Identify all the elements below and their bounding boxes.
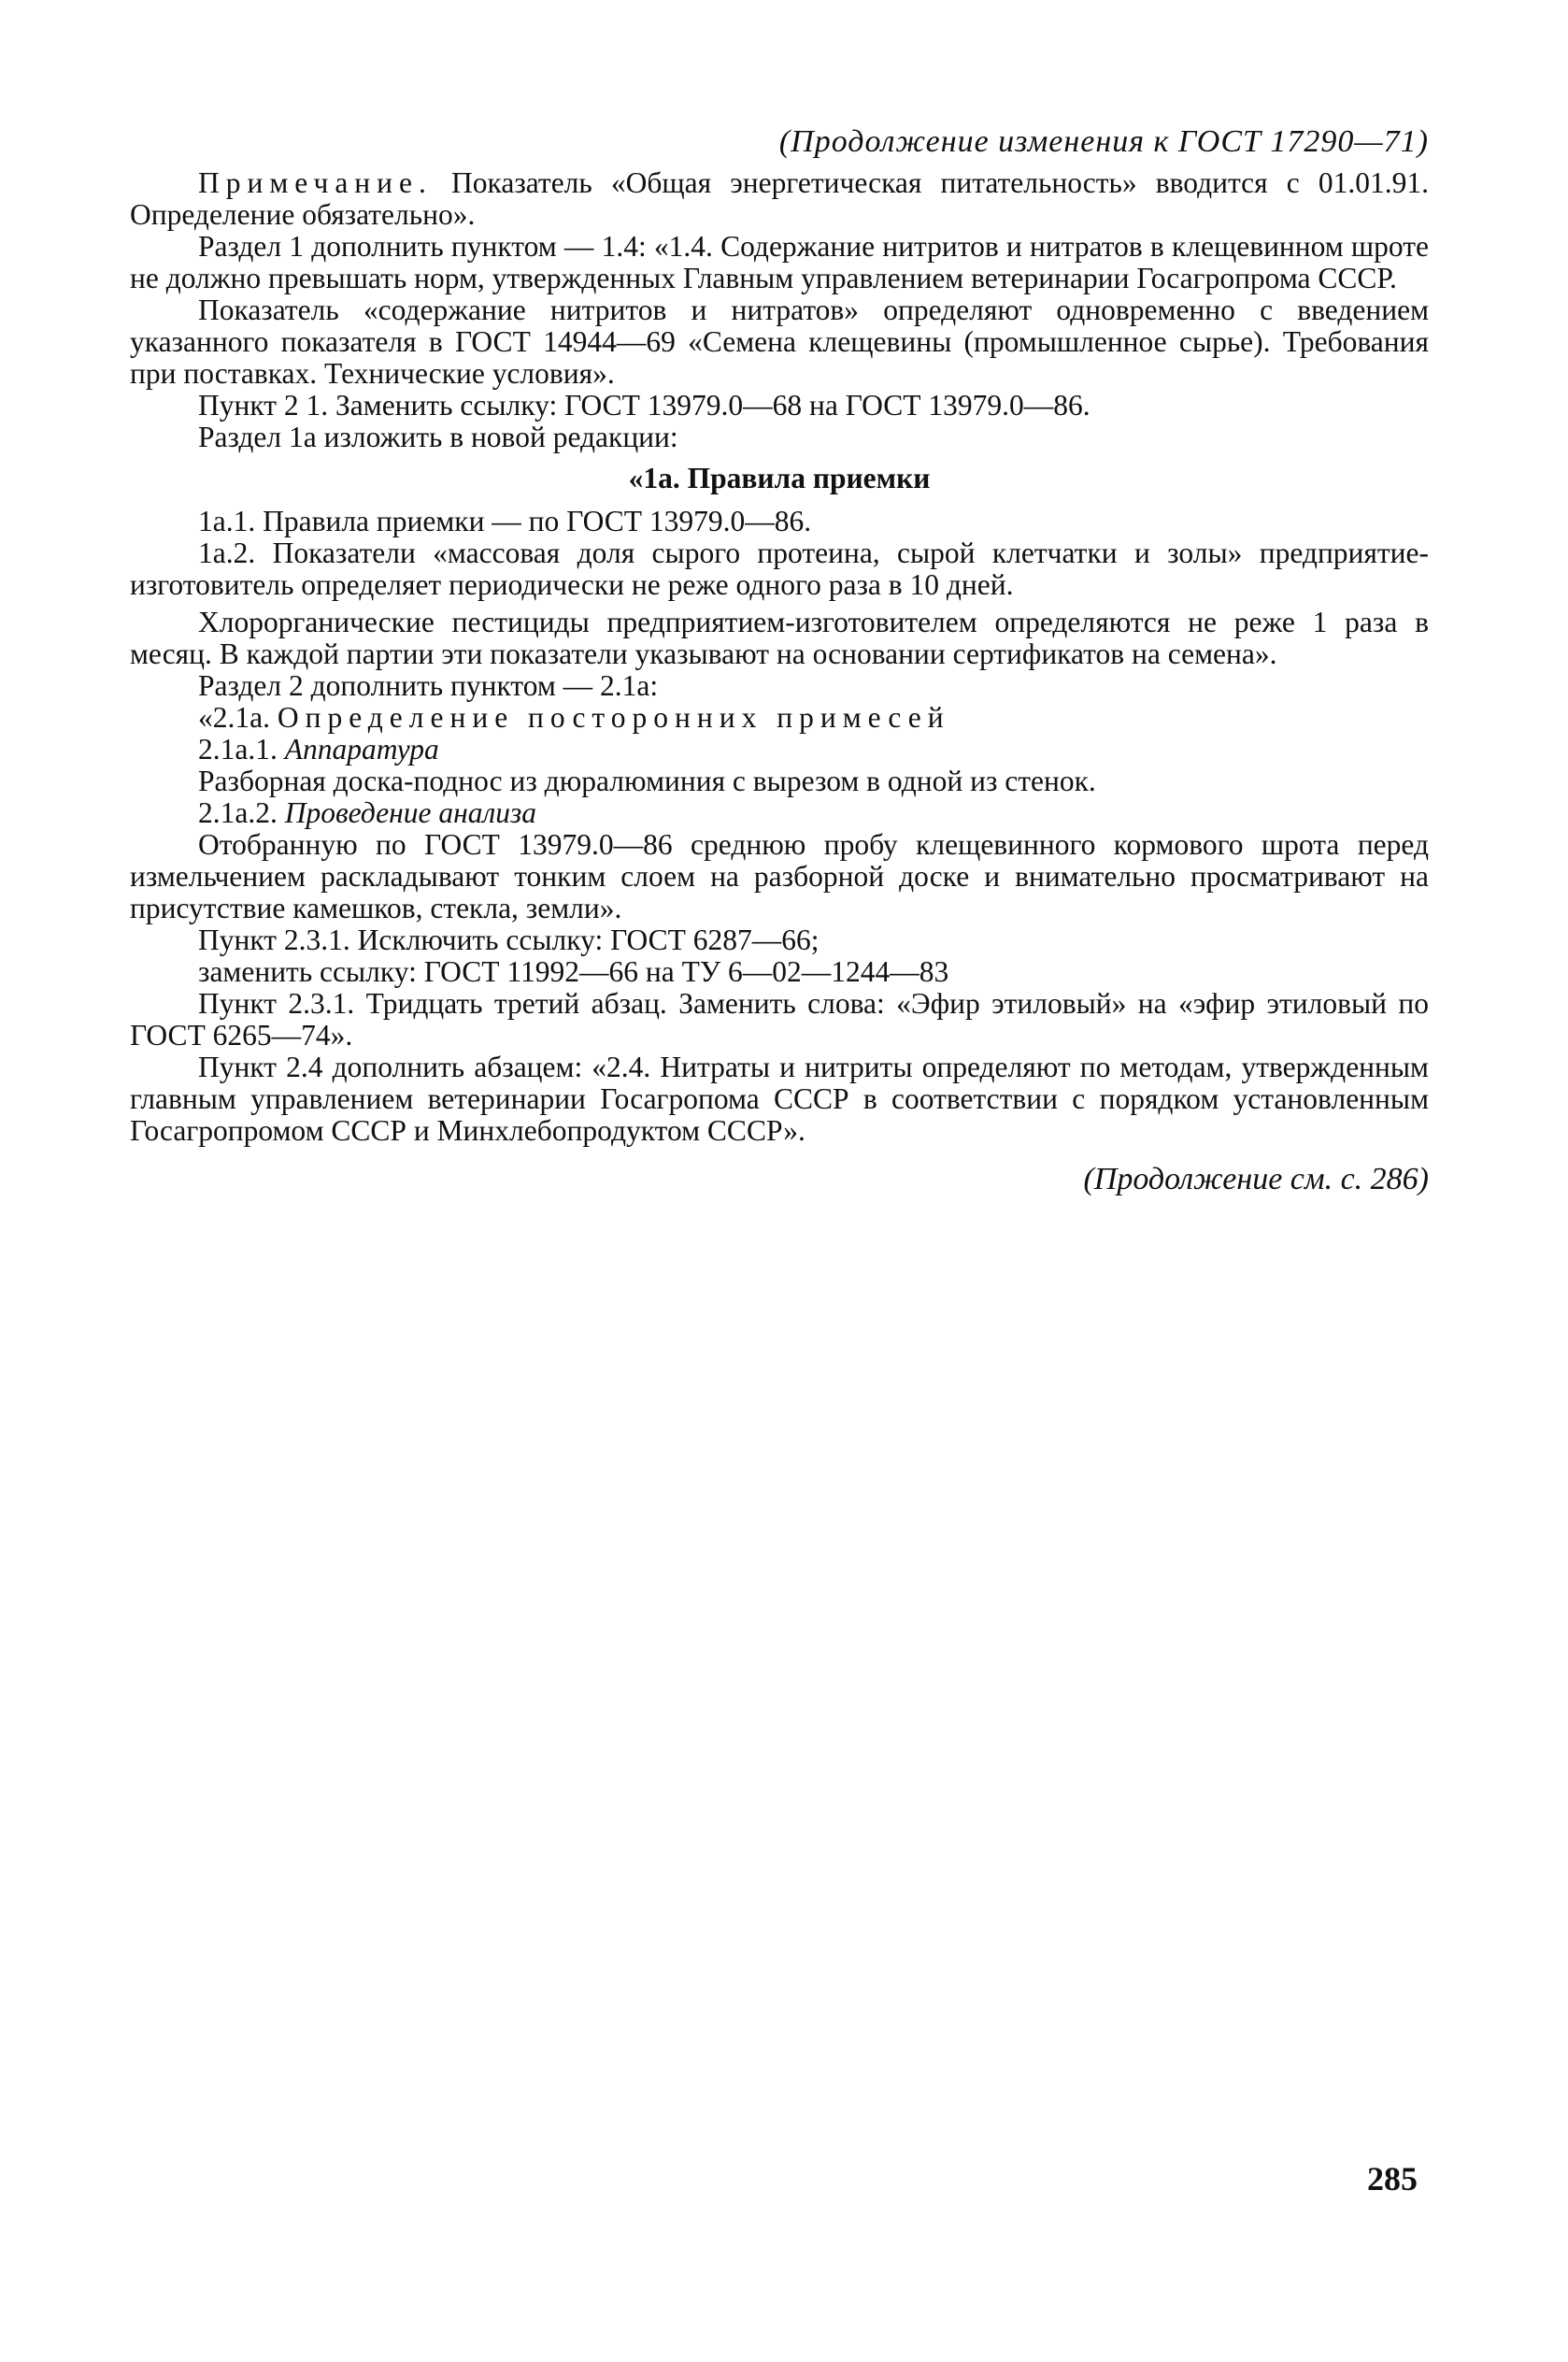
- page-number: 285: [1367, 2160, 1418, 2197]
- note-label: Примечание.: [198, 166, 433, 199]
- paragraph-item-2-4: Пункт 2.4 дополнить абзацем: «2.4. Нитраты и нитриты определяют по методам, утвержденным главным управлением ветеринарии Госагропома СССР в соответствии с порядком установленным Госагропромом СССР и Минхлебопродуктом СССР».: [130, 1051, 1429, 1147]
- paragraph-1a-1: 1а.1. Правила приемки — по ГОСТ 13979.0—86.: [198, 505, 812, 537]
- note-paragraph: [130, 167, 1429, 231]
- note-text: Показатель «Общая энергетическая питательность» вводится с 01.01.91. Определение обязательно».: [130, 166, 1429, 231]
- paragraph-section-2-addition: Раздел 2 дополнить пунктом — 2.1а:: [198, 669, 659, 702]
- paragraph-1a-2: 1а.2. Показатели «массовая доля сырого протеина, сырой клетчатки и золы» предприятие-изготовитель определяет периодически не реже одного раза в 10 дней.: [130, 537, 1429, 601]
- subheading-apparatus: Аппаратура: [284, 733, 439, 766]
- paragraph-item-2-3-1-words: Пункт 2.3.1. Тридцать третий абзац. Заменить слова: «Эфир этиловый» на «эфир этиловый по ГОСТ 6265—74».: [130, 987, 1429, 1052]
- running-header: (Продолжение изменения к ГОСТ 17290—71): [778, 124, 1429, 159]
- paragraph-2-1a-2: [130, 797, 1429, 829]
- text-block: [130, 126, 1429, 1195]
- paragraph-2-1a-1: [130, 734, 1429, 766]
- paragraph-item-2-1: Пункт 2 1. Заменить ссылку: ГОСТ 13979.0—68 на ГОСТ 13979.0—86.: [198, 389, 1090, 422]
- paragraph-replace-reference: заменить ссылку: ГОСТ 11992—66 на ТУ 6—02—1244—83: [198, 955, 949, 988]
- paragraph-2-1a-heading: [130, 702, 1429, 734]
- paragraph-pesticides: Хлорорганические пестициды предприятием-изготовителем определяются не реже 1 раза в месяц. В каждой партии эти показатели указывают на основании сертификатов на семена».: [130, 606, 1429, 670]
- subheading-number: 2.1а.1.: [198, 733, 285, 766]
- heading-spaced-text: Определение посторонних примесей: [277, 701, 950, 734]
- paragraph-nitrites-indicator: Показатель «содержание нитритов и нитратов» определяют одновременно с введением указанного показателя в ГОСТ 14944—69 «Семена клещевины (промышленное сырье). Требования при поставках. Технические условия».: [130, 293, 1429, 390]
- subheading-number-2: 2.1а.2.: [198, 796, 285, 829]
- paragraph-analysis-description: Отобранную по ГОСТ 13979.0—86 среднюю пробу клещевинного кормового шрота перед измельчением раскладывают тонким слоем на разборной доске и внимательно просматривают на присутствие камешков, стекла, земли».: [130, 828, 1429, 924]
- paragraph-section-1-addition: Раздел 1 дополнить пунктом — 1.4: «1.4. Содержание нитритов и нитратов в клещевинном шроте не должно превышать норм, утвержденных Главным управлением ветеринарии Госагропрома СССР.: [130, 230, 1429, 294]
- subheading-analysis: Проведение анализа: [284, 796, 537, 829]
- paragraph-item-2-3-1-exclude: Пункт 2.3.1. Исключить ссылку: ГОСТ 6287—66;: [198, 923, 820, 956]
- heading-number: «2.1а.: [198, 701, 278, 734]
- paragraph-apparatus-description: Разборная доска-поднос из дюралюминия с вырезом в одной из стенок.: [198, 765, 1096, 797]
- paragraph-section-1a-intro: Раздел 1а изложить в новой редакции:: [198, 421, 678, 453]
- continuation-note: (Продолжение см. с. 286): [1083, 1162, 1429, 1196]
- section-title: «1а. Правила приемки: [628, 462, 931, 494]
